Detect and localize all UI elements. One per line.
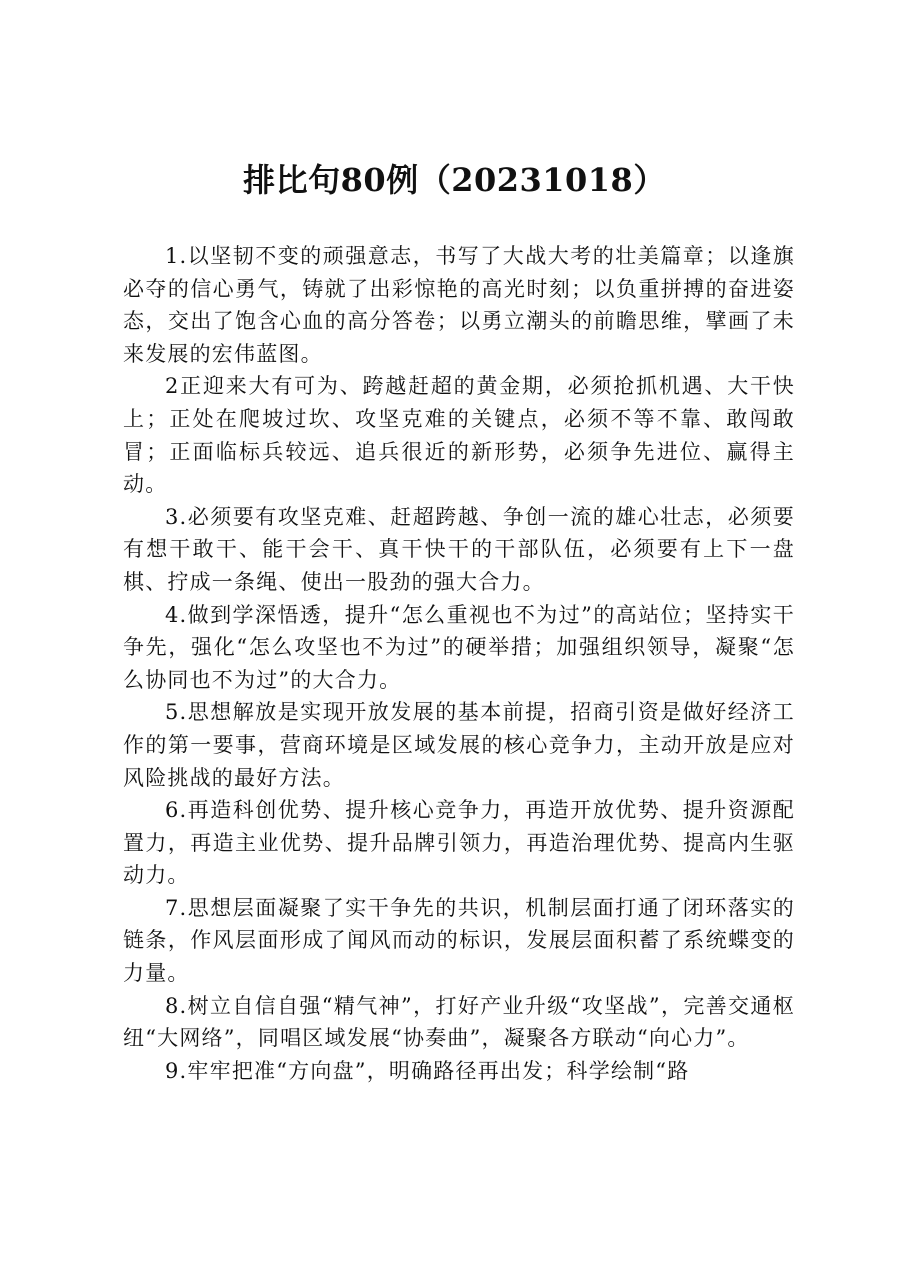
- paragraph-6: 6.再造科创优势、提升核心竞争力，再造开放优势、提升资源配置力，再造主业优势、提升品牌引领力，再造治理优势、提高内生驱动力。: [123, 798, 795, 888]
- paragraph-5: 5.思想解放是实现开放发展的基本前提，招商引资是做好经济工作的第一要事，营商环境是区域发展的核心竞争力，主动开放是应对风险挑战的最好方法。: [123, 700, 795, 790]
- paragraph-4: 4.做到学深悟透，提升“怎么重视也不为过”的高站位；坚持实干争先，强化“怎么攻坚也不为过”的硬举措；加强组织领导，凝聚“怎么协同也不为过”的大合力。: [123, 602, 795, 692]
- paragraph-1: 1.以坚韧不变的顽强意志，书写了大战大考的壮美篇章；以逢旗必夺的信心勇气，铸就了出彩惊艳的高光时刻；以负重拼搏的奋进姿态，交出了饱含心血的高分答卷；以勇立潮头的前瞻思维，擘画了未来发展的宏伟蓝图。: [123, 244, 795, 366]
- paragraph-7: 7.思想层面凝聚了实干争先的共识，机制层面打通了闭环落实的链条，作风层面形成了闻风而动的标识，发展层面积蓄了系统蝶变的力量。: [123, 895, 795, 986]
- paragraph-8: 8.树立自信自强“精气神”，打好产业升级“攻坚战”，完善交通枢纽“大网络”，同唱区域发展“协奏曲”，凝聚各方联动“向心力”。: [123, 993, 795, 1051]
- paragraph-2: 2正迎来大有可为、跨越赶超的黄金期，必须抢抓机遇、大干快上；正处在爬坡过坎、攻坚克难的关键点，必须不等不靠、敢闯敢冒；正面临标兵较远、追兵很近的新形势，必须争先进位、赢得主动。: [123, 374, 795, 497]
- document-title: 排比句80例（20231018）: [243, 161, 666, 199]
- document-body: [123, 240, 795, 1087]
- paragraph-3: 3.必须要有攻坚克难、赶超跨越、争创一流的雄心壮志，必须要有想干敢干、能干会干、真干快干的干部队伍，必须要有上下一盘棋、拧成一条绳、使出一股劲的强大合力。: [123, 504, 795, 594]
- paragraph-9: 9.牢牢把准“方向盘”，明确路径再出发；科学绘制“路: [165, 1058, 690, 1083]
